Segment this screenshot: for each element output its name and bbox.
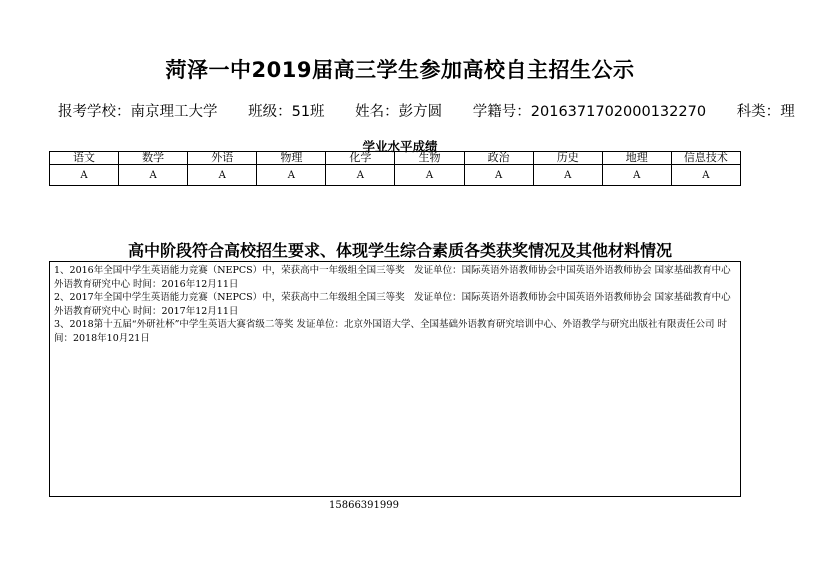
name-value: 彭方圆 xyxy=(398,104,443,120)
award-item: 2、2017年全国中学生英语能力竞赛（NEPCS）中，荣获高中二年级组全国三等奖 发证单位：国际英语外语教师协会中国英语外语教师协会 国家基础教育中心外语教育研究中心 时间：2017年12月11日 xyxy=(54,292,731,317)
score-header: 化学 xyxy=(326,152,395,165)
score-value: A xyxy=(257,165,326,186)
score-header: 地理 xyxy=(602,152,671,165)
award-item: 3、2018第十五届“外研社杯”中学生英语大赛省级二等奖 发证单位：北京外国语大学、全国基础外语教育研究培训中心、外语教学与研究出版社有限责任公司 时间：2018年10月21日 xyxy=(54,319,727,344)
score-value: A xyxy=(533,165,602,186)
scores-value-row xyxy=(50,165,741,186)
score-value: A xyxy=(464,165,533,186)
score-value: A xyxy=(602,165,671,186)
awards-section-title: 高中阶段符合高校招生要求、体现学生综合素质各类获奖情况及其他材料情况 xyxy=(127,241,672,260)
school-label: 报考学校： xyxy=(58,104,131,120)
class-label: 班级： xyxy=(248,104,292,120)
score-value: A xyxy=(395,165,464,186)
page-title: 菏泽一中2019届高三学生参加高校自主招生公示 xyxy=(165,58,635,82)
score-value: A xyxy=(671,165,740,186)
scores-caption: 学业水平成绩 xyxy=(362,139,438,154)
score-value: A xyxy=(326,165,395,186)
class-value: 51班 xyxy=(291,104,325,120)
name-label: 姓名： xyxy=(355,104,399,120)
school-value: 南京理工大学 xyxy=(130,104,218,120)
student-info-line xyxy=(58,100,795,121)
awards-box xyxy=(49,261,741,497)
score-header: 数学 xyxy=(119,152,188,165)
scores-table xyxy=(49,151,741,186)
footer-phone: 15866391999 xyxy=(329,500,399,511)
score-value: A xyxy=(188,165,257,186)
score-header: 生物 xyxy=(395,152,464,165)
subject-value: 理 xyxy=(780,104,795,120)
score-value: A xyxy=(119,165,188,186)
score-header: 历史 xyxy=(533,152,602,165)
score-header: 物理 xyxy=(257,152,326,165)
score-header: 外语 xyxy=(188,152,257,165)
award-item: 1、2016年全国中学生英语能力竞赛（NEPCS）中，荣获高中一年级组全国三等奖 发证单位：国际英语外语教师协会中国英语外语教师协会 国家基础教育中心外语教育研究中心 时间：2016年12月11日 xyxy=(54,265,731,290)
student-id-value: 2016371702000132270 xyxy=(530,104,707,120)
scores-header-row xyxy=(50,152,741,165)
score-header: 语文 xyxy=(50,152,119,165)
subject-label: 科类： xyxy=(736,104,781,120)
score-header: 政治 xyxy=(464,152,533,165)
student-id-label: 学籍号： xyxy=(472,104,531,120)
score-value: A xyxy=(50,165,119,186)
score-header: 信息技术 xyxy=(671,152,740,165)
